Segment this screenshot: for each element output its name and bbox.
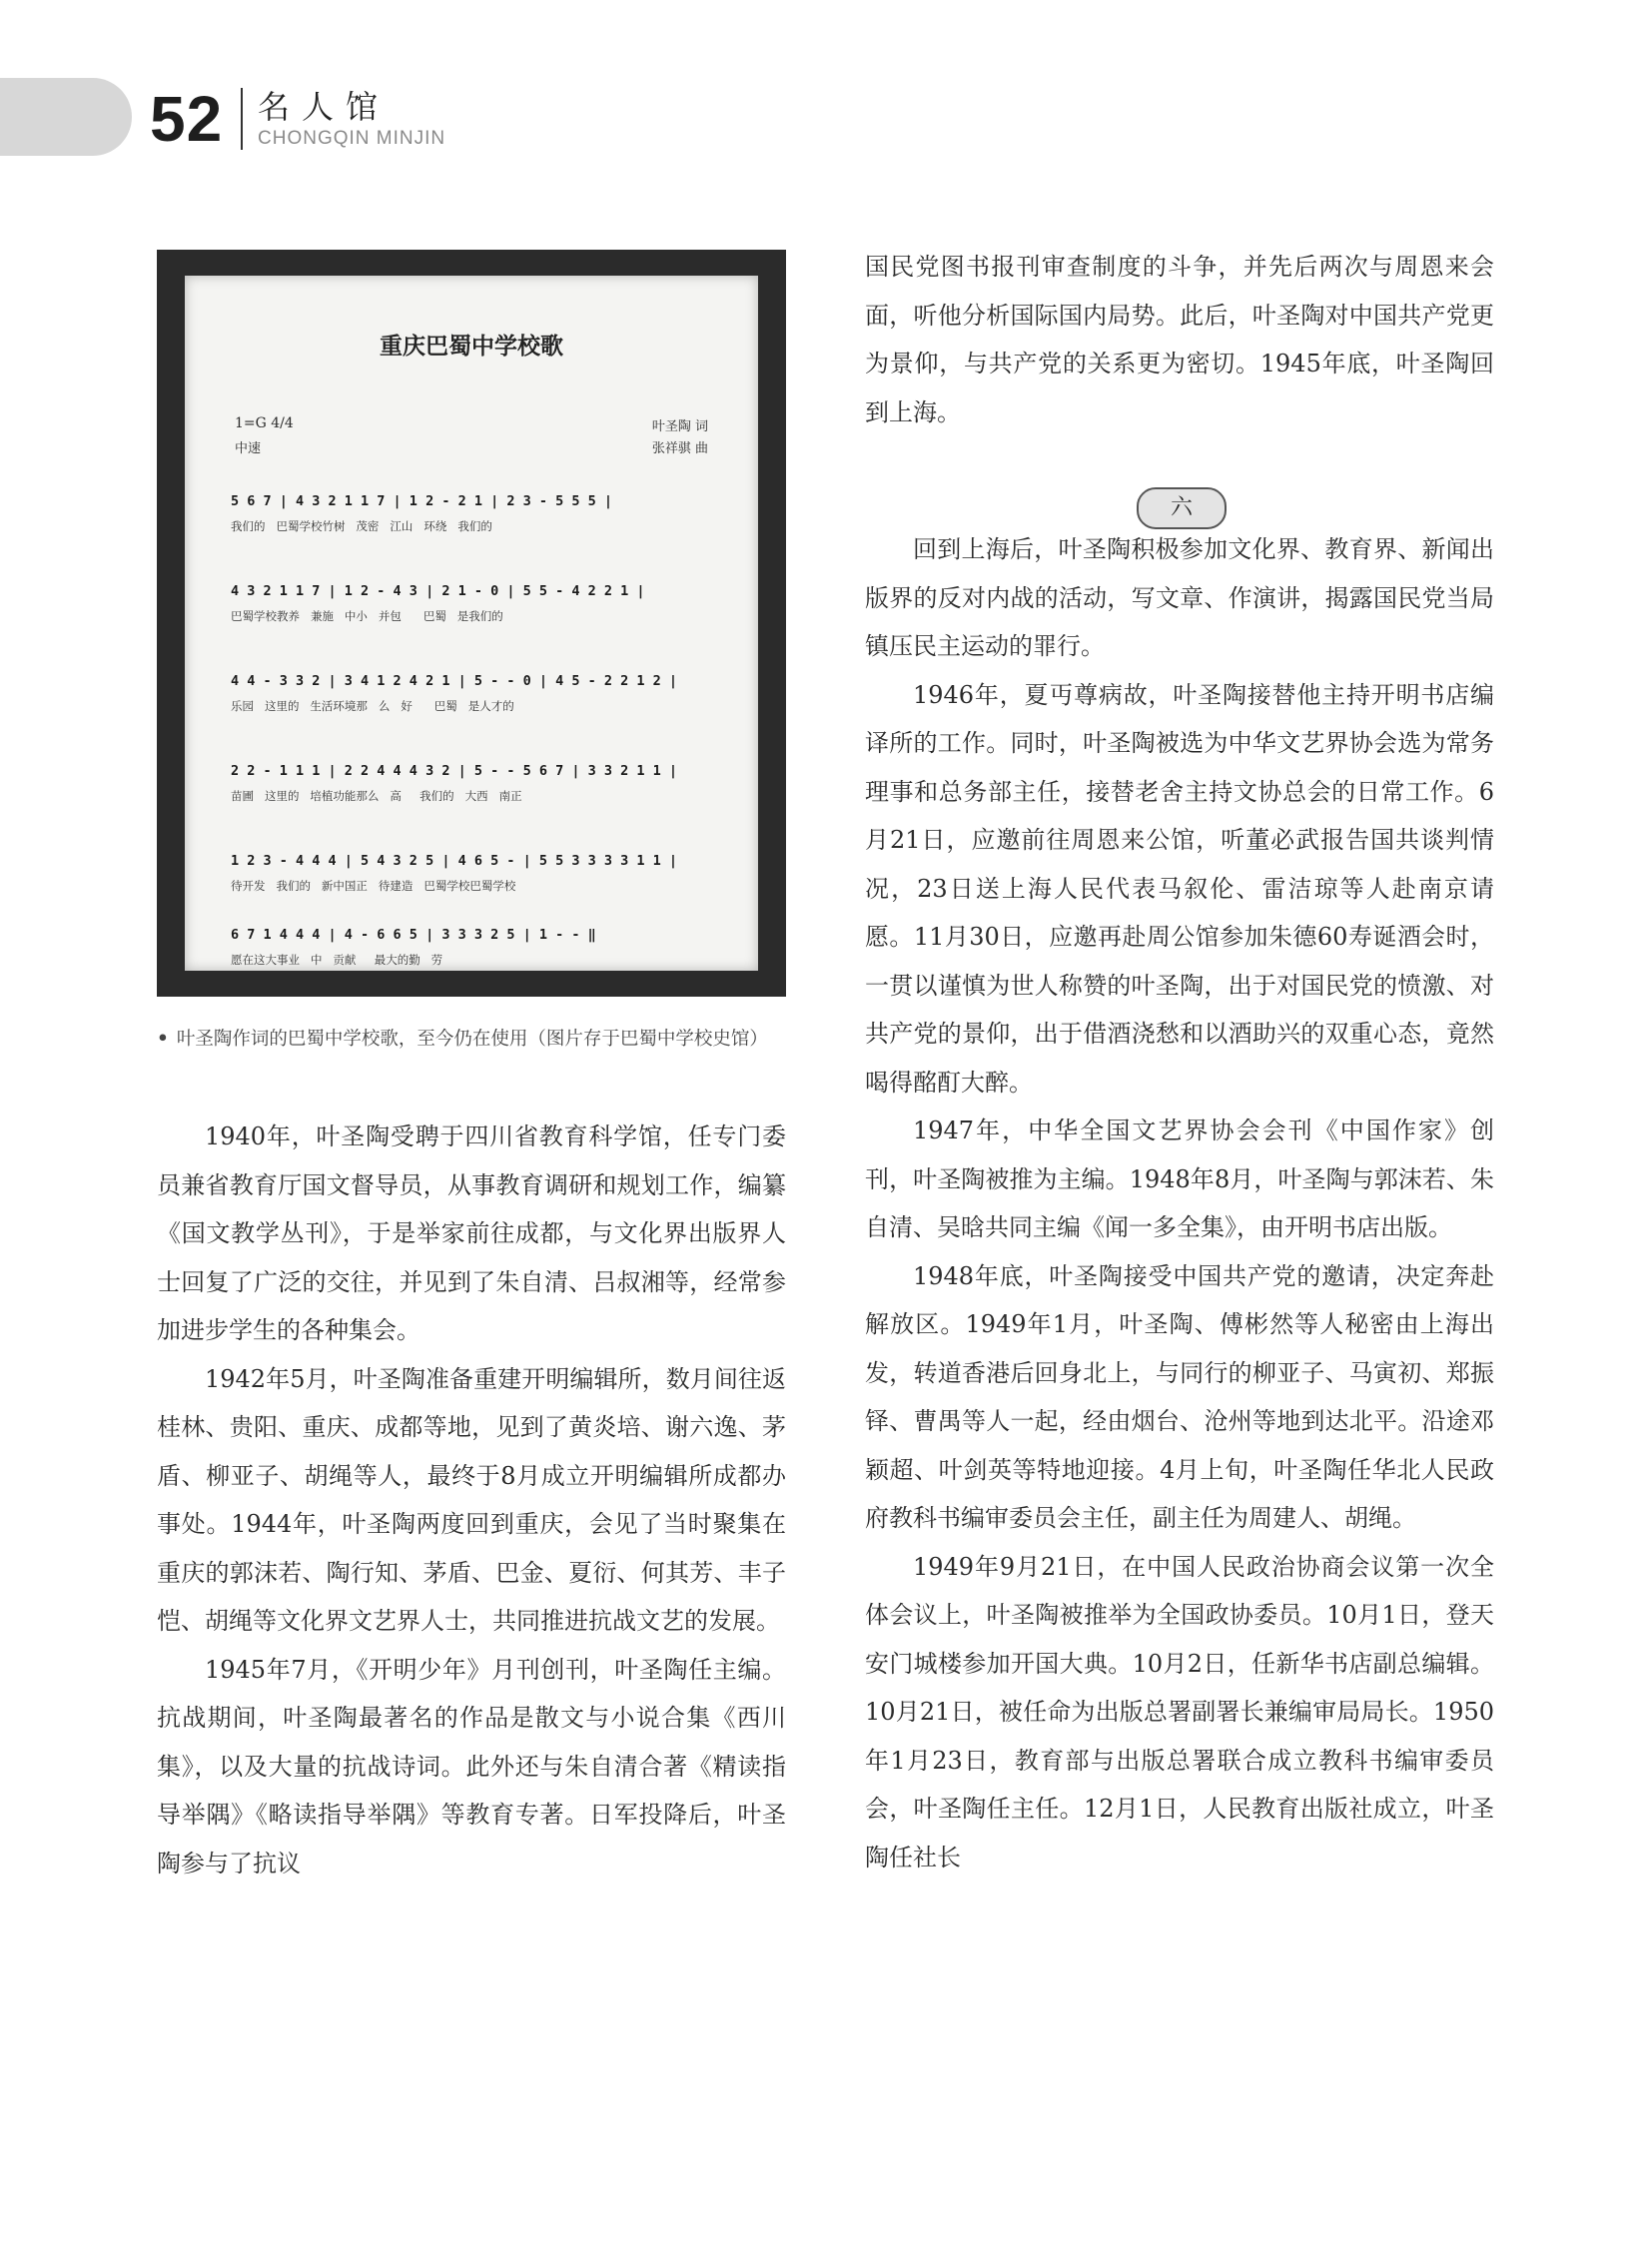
magazine-title: 名人馆 [258, 88, 391, 126]
score-lyrics-row: 待开发 我们的 新中国正 待建造 巴蜀学校巴蜀学校 [231, 879, 516, 893]
left-text-column [157, 1113, 786, 1887]
caption-bullet: • [157, 1029, 169, 1050]
body-paragraph: 1940年，叶圣陶受聘于四川省教育科学馆，任专门委员兼省教育厅国文督导员，从事教育调研和规划工作，编纂《国文教学丛刊》，于是举家前往成都，与文化界出版界人士回复了广泛的交往，并见到了朱自清、吕叔湘等，经常参加进步学生的各种集会。 [157, 1122, 786, 1344]
score-notes-row: 4 4 - 3 3 2 | 3 4 1 2 4 2 1 | 5 - - 0 | 4 5 - 2 2 1 2 | [231, 673, 678, 689]
song-title: 重庆巴蜀中学校歌 [380, 334, 563, 360]
score-lyrics-row: 乐园 这里的 生活环境那 么 好 巴蜀 是人才的 [231, 699, 514, 713]
score-notes-row: 5 6 7 | 4 3 2 1 1 7 | 1 2 - 2 1 | 2 3 - 5 5 5 | [231, 493, 613, 509]
score-lyrics-row: 巴蜀学校教养 兼施 中小 并包 巴蜀 是我们的 [231, 609, 503, 623]
score-lyrics-row: 愿在这大事业 中 贡献 最大的勤 劳 [231, 953, 443, 967]
body-paragraph: 1947年，中华全国文艺界协会会刊《中国作家》创刊，叶圣陶被推为主编。1948年8月，叶圣陶与郭沫若、朱自清、吴晗共同主编《闻一多全集》，由开明书店出版。 [865, 1117, 1494, 1241]
body-paragraph: 1949年9月21日，在中国人民政治协商会议第一次全体会议上，叶圣陶被推举为全国政协委员。10月1日，登天安门城楼参加开国大典。10月2日，任新华书店副总编辑。10月21日，被任命为出版总署副署长兼编审局局长。1950年1月23日，教育部与出版总署联合成立教科书编审委员会，叶圣陶任主任。12月1日，人民教育出版社成立，叶圣陶任社长 [865, 1552, 1494, 1871]
caption-text: 叶圣陶作词的巴蜀中学校歌，至今仍在使用（图片存于巴蜀中学校史馆） [176, 1029, 768, 1050]
body-paragraph: 回到上海后，叶圣陶积极参加文化界、教育界、新闻出版界的反对内战的活动，写文章、作演讲，揭露国民党当局镇压民主运动的罪行。 [865, 535, 1494, 660]
body-paragraph: 1948年底，叶圣陶接受中国共产党的邀请，决定奔赴解放区。1949年1月，叶圣陶、傅彬然等人秘密由上海出发，转道香港后回身北上，与同行的柳亚子、马寅初、郑振铎、曹禺等人一起，经由烟台、沧州等地到达北平。沿途邓颖超、叶剑英等特地迎接。4月上旬，叶圣陶任华北人民政府教科书编审委员会主任，副主任为周建人、胡绳。 [865, 1261, 1494, 1532]
score-notes-row: 4 3 2 1 1 7 | 1 2 - 4 3 | 2 1 - 0 | 5 5 - 4 2 2 1 | [231, 583, 645, 599]
song-sheet-paper [185, 276, 758, 971]
figure-caption [157, 1025, 796, 1051]
song-lyricist: 叶圣陶 词 [651, 419, 708, 434]
song-key: 1=G 4/4 [235, 415, 294, 431]
song-sheet-photo [157, 250, 786, 997]
song-composer: 张祥骐 曲 [651, 441, 708, 456]
header-tab-shape [0, 78, 132, 156]
score-notes-row: 1 2 3 - 4 4 4 | 5 4 3 2 5 | 4 6 5 - | 5 5 3 3 3 3 1 1 | [231, 853, 678, 869]
score-notes-row: 6 7 1 4 4 4 | 4 - 6 6 5 | 3 3 3 2 5 | 1 - - ‖ [231, 927, 596, 943]
score-lyrics-row: 苗圃 这里的 培植功能那么 高 我们的 大西 南正 [231, 789, 522, 803]
body-paragraph: 1942年5月，叶圣陶准备重建开明编辑所，数月间往返桂林、贵阳、重庆、成都等地，见到了黄炎培、谢六逸、茅盾、柳亚子、胡绳等人，最终于8月成立开明编辑所成都办事处。1944年，叶圣陶两度回到重庆，会见了当时聚集在重庆的郭沫若、陶行知、茅盾、巴金、夏衍、何其芳、丰子恺、胡绳等文化界文艺界人士，共同推进抗战文艺的发展。 [157, 1364, 786, 1635]
right-text-column [865, 525, 1494, 1881]
body-paragraph-continued: 国民党图书报刊审查制度的斗争，并先后两次与周恩来会面，听他分析国际国内局势。此后，叶圣陶对中国共产党更为景仰，与共产党的关系更为密切。1945年底，叶圣陶回到上海。 [865, 253, 1494, 426]
body-paragraph: 1946年，夏丏尊病故，叶圣陶接替他主持开明书店编译所的工作。同时，叶圣陶被选为中华文艺界协会选为常务理事和总务部主任，接替老舍主持文协总会的日常工作。6月21日，应邀前往周恩来公馆，听董必武报告国共谈判情况，23日送上海人民代表马叙伦、雷洁琼等人赴南京请愿。11月30日，应邀再赴周公馆参加朱德60寿诞酒会时，一贯以谨慎为世人称赞的叶圣陶，出于对国民党的愤激、对共产党的景仰，出于借酒浇愁和以酒助兴的双重心态，竟然喝得酩酊大醉。 [865, 680, 1494, 1097]
section-number-badge: 六 [1137, 487, 1227, 529]
header-divider [241, 88, 243, 150]
page-number: 52 [150, 83, 224, 155]
right-text-column-top [865, 243, 1494, 436]
song-tempo: 中速 [235, 441, 262, 456]
magazine-subtitle: CHONGQIN MINJIN [258, 128, 446, 149]
score-notes-row: 2 2 - 1 1 1 | 2 2 4 4 4 3 2 | 5 - - 5 6 7 | 3 3 2 1 1 | [231, 763, 678, 779]
body-paragraph: 1945年7月，《开明少年》月刊创刊，叶圣陶任主编。抗战期间，叶圣陶最著名的作品是散文与小说合集《西川集》，以及大量的抗战诗词。此外还与朱自清合著《精读指导举隅》《略读指导举隅》等教育专著。日军投降后，叶圣陶参与了抗议 [157, 1655, 786, 1877]
score-lyrics-row: 我们的 巴蜀学校竹树 茂密 江山 环绕 我们的 [231, 519, 492, 533]
